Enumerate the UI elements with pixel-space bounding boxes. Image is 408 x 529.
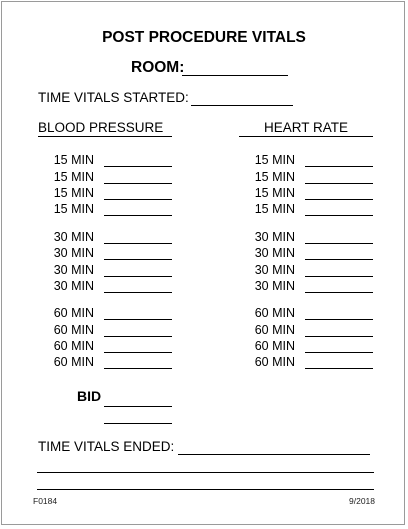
blood-pressure-interval-label: 15 MIN — [53, 153, 94, 167]
blood-pressure-interval-label: 60 MIN — [53, 355, 94, 369]
blood-pressure-blank-line — [104, 199, 172, 200]
heart-rate-blank-line — [305, 336, 373, 337]
blood-pressure-interval-label: 30 MIN — [53, 263, 94, 277]
blood-pressure-interval-label: 30 MIN — [53, 230, 94, 244]
blood-pressure-blank-line — [104, 319, 172, 320]
heart-rate-blank-line — [305, 276, 373, 277]
heart-rate-row — [239, 229, 379, 245]
heart-rate-interval-label: 30 MIN — [254, 246, 295, 260]
blood-pressure-row — [38, 245, 178, 261]
heart-rate-blank-line — [305, 368, 373, 369]
form-number: F0184 — [33, 496, 58, 506]
blood-pressure-blank-line — [104, 368, 172, 369]
heart-rate-row — [239, 201, 379, 217]
blood-pressure-row — [38, 305, 178, 321]
heart-rate-interval-label: 15 MIN — [254, 170, 295, 184]
blood-pressure-interval-label: 15 MIN — [53, 170, 94, 184]
heart-rate-blank-line — [305, 243, 373, 244]
blood-pressure-row — [38, 354, 178, 370]
heart-rate-row — [239, 169, 379, 185]
blood-pressure-blank-line — [104, 243, 172, 244]
heart-rate-row — [239, 322, 379, 338]
blood-pressure-interval-label: 30 MIN — [53, 246, 94, 260]
heart-rate-blank-line — [305, 319, 373, 320]
heart-rate-interval-label: 15 MIN — [254, 153, 295, 167]
heart-rate-interval-label: 60 MIN — [254, 355, 295, 369]
time-ended-blank-line — [178, 454, 370, 455]
heart-rate-interval-label: 15 MIN — [254, 202, 295, 216]
blood-pressure-blank-line — [104, 276, 172, 277]
blood-pressure-row — [38, 152, 178, 168]
heart-rate-row — [239, 278, 379, 294]
notes-blank-line — [37, 472, 374, 473]
blood-pressure-blank-line — [104, 215, 172, 216]
blood-pressure-header: BLOOD PRESSURE — [38, 120, 172, 137]
bid-blank-line — [104, 406, 172, 407]
heart-rate-blank-line — [305, 166, 373, 167]
form-title: POST PROCEDURE VITALS — [102, 29, 306, 46]
blood-pressure-row — [38, 322, 178, 338]
blood-pressure-interval-label: 60 MIN — [53, 323, 94, 337]
heart-rate-row — [239, 185, 379, 201]
blood-pressure-blank-line — [104, 166, 172, 167]
time-ended-label: TIME VITALS ENDED: — [38, 439, 175, 454]
heart-rate-blank-line — [305, 259, 373, 260]
blood-pressure-row — [38, 338, 178, 354]
heart-rate-blank-line — [305, 292, 373, 293]
room-label: ROOM: — [131, 59, 185, 76]
heart-rate-interval-label: 15 MIN — [254, 186, 295, 200]
blood-pressure-interval-label: 30 MIN — [53, 279, 94, 293]
heart-rate-row — [239, 245, 379, 261]
notes-blank-line — [37, 489, 374, 490]
blood-pressure-row — [38, 229, 178, 245]
heart-rate-interval-label: 60 MIN — [254, 339, 295, 353]
blood-pressure-blank-line — [104, 336, 172, 337]
blood-pressure-interval-label: 15 MIN — [53, 186, 94, 200]
heart-rate-interval-label: 30 MIN — [254, 279, 295, 293]
blood-pressure-blank-line — [104, 183, 172, 184]
bid-blank-line — [104, 423, 172, 424]
blood-pressure-interval-label: 60 MIN — [53, 339, 94, 353]
heart-rate-row — [239, 305, 379, 321]
room-blank-line — [182, 75, 288, 76]
heart-rate-blank-line — [305, 199, 373, 200]
heart-rate-row — [239, 338, 379, 354]
blood-pressure-row — [38, 278, 178, 294]
heart-rate-blank-line — [305, 215, 373, 216]
heart-rate-row — [239, 262, 379, 278]
blood-pressure-row — [38, 169, 178, 185]
heart-rate-blank-line — [305, 183, 373, 184]
heart-rate-interval-label: 60 MIN — [254, 306, 295, 320]
heart-rate-row — [239, 354, 379, 370]
time-started-label: TIME VITALS STARTED: — [38, 90, 189, 105]
blood-pressure-row — [38, 185, 178, 201]
blood-pressure-blank-line — [104, 292, 172, 293]
heart-rate-interval-label: 30 MIN — [254, 263, 295, 277]
heart-rate-interval-label: 60 MIN — [254, 323, 295, 337]
bid-label: BID — [77, 388, 102, 404]
blood-pressure-row — [38, 201, 178, 217]
blood-pressure-blank-line — [104, 259, 172, 260]
time-started-blank-line — [191, 105, 293, 106]
blood-pressure-interval-label: 60 MIN — [53, 306, 94, 320]
heart-rate-blank-line — [305, 352, 373, 353]
blood-pressure-row — [38, 262, 178, 278]
blood-pressure-interval-label: 15 MIN — [53, 202, 94, 216]
vitals-form-page — [1, 1, 405, 525]
blood-pressure-blank-line — [104, 352, 172, 353]
heart-rate-row — [239, 152, 379, 168]
heart-rate-header: HEART RATE — [239, 120, 373, 137]
revision-date: 9/2018 — [349, 496, 375, 506]
heart-rate-interval-label: 30 MIN — [254, 230, 295, 244]
